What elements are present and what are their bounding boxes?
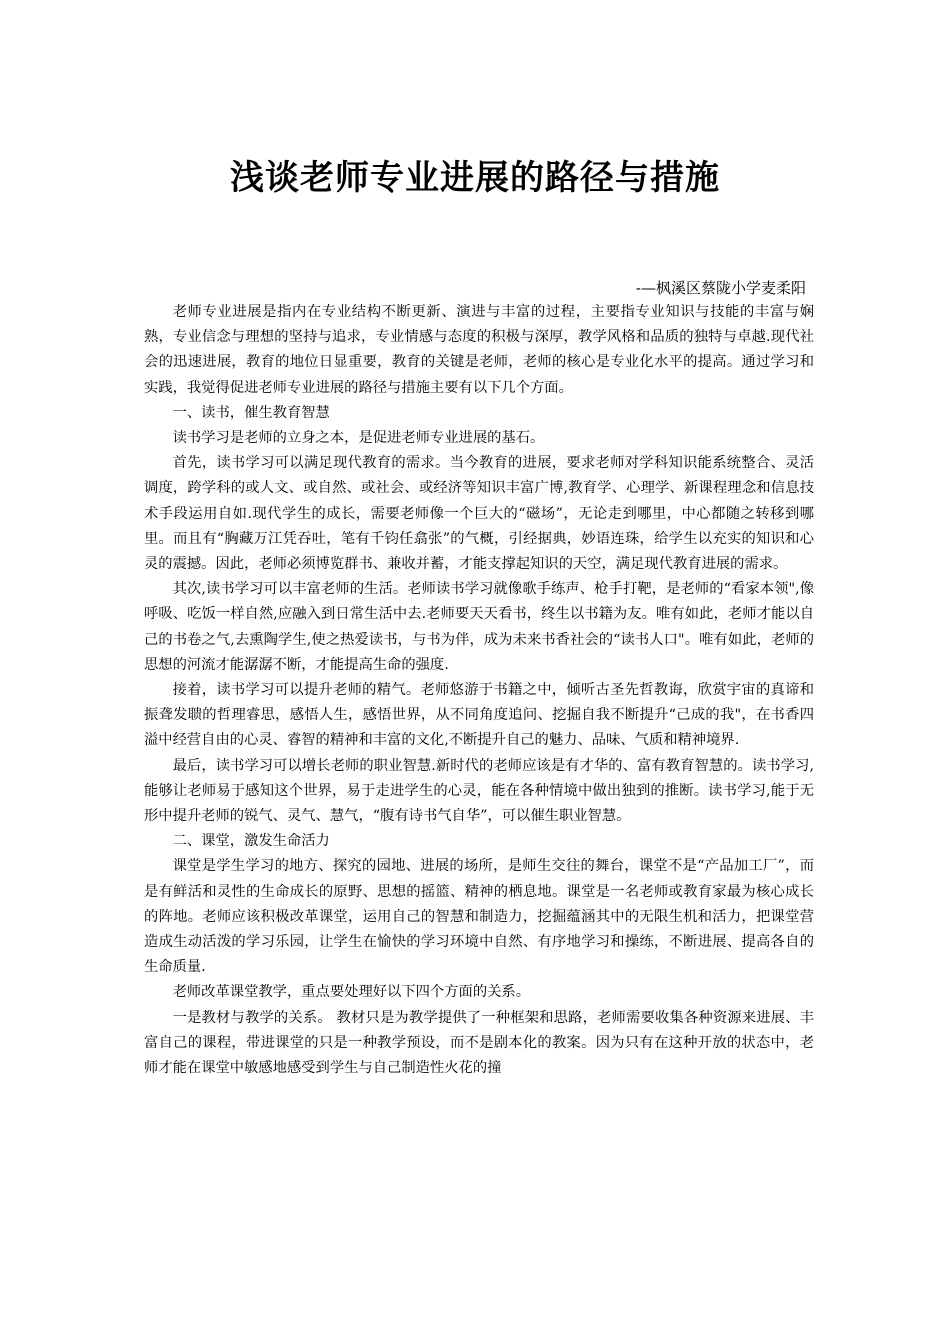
document-title: 浅谈老师专业进展的路径与措施 bbox=[230, 158, 720, 198]
paragraph: 最后，读书学习可以增长老师的职业智慧.新时代的老师应该是有才华的、富有教育智慧的。读书学习,能够让老师易于感知这个世界，易于走进学生的心灵，能在各种情境中做出独到的推断。读书学习,能于无形中提升老师的锐气、灵气、慧气，“腹有诗书气自华”，可以催生职业智慧。 bbox=[144, 757, 814, 825]
paragraph: 读书学习是老师的立身之本，是促进老师专业进展的基石。 bbox=[172, 430, 545, 447]
paragraph: 课堂是学生学习的地方、探究的园地、进展的场所，是师生交往的舞台，课堂不是“产品加工厂”，而是有鲜活和灵性的生命成长的原野、思想的摇篮、精神的栖息地。课堂是一名老师或教育家最为核心成长的阵地。老师应该积极改革课堂，运用自己的智慧和制造力，挖掘蕴涵其中的无限生机和活力，把课堂营造成生动活泼的学习乐园，让学生在愉快的学习环境中自然、有序地学习和操练，不断进展、提高各自的生命质量. bbox=[144, 858, 814, 976]
paragraph: 其次,读书学习可以丰富老师的生活。老师读书学习就像歌手练声、枪手打靶，是老师的“看家本领",像呼吸、吃饭一样自然,应融入到日常生活中去.老师要天天看书，终生以书籍为友。唯有如此，老师才能以自己的书卷之气,去熏陶学生,使之热爱读书，与书为伴，成为未来书香社会的“读书人口"。唯有如此，老师的思想的河流才能潺潺不断，才能提高生命的强度. bbox=[144, 581, 814, 673]
section-heading-reading: 一、读书，催生教育智慧 bbox=[172, 404, 330, 421]
paragraph: 一是教材与教学的关系。 教材只是为教学提供了一种框架和思路，老师需要收集各种资源来进展、丰富自己的课程，带进课堂的只是一种教学预设，而不是剧本化的教案。因为只有在这种开放的状态中，老师才能在课堂中敏感地感受到学生与自己制造性火花的撞 bbox=[144, 1009, 814, 1077]
section-heading-classroom: 二、课堂，激发生命活力 bbox=[172, 833, 330, 850]
paragraph: 首先，读书学习可以满足现代教育的需求。当今教育的进展，要求老师对学科知识能系统整合、灵活调度，跨学科的或人文、或自然、或社会、或经济等知识丰富广博,教育学、心理学、新课程理念和信息技术手段运用自如.现代学生的成长，需要老师像一个巨大的“磁场”，无论走到哪里，中心都随之转移到哪里。而且有“胸藏万江凭吞吐，笔有千钧任翕张”的气概，引经据典，妙语连珠，给学生以充实的知识和心灵的震撼。因此，老师必须博览群书、兼收并蓄，才能支撑起知识的天空，满足现代教育进展的需求。 bbox=[144, 455, 814, 573]
author-line: -—枫溪区蔡陇小学麦柔阳 bbox=[635, 279, 806, 297]
paragraph-intro: 老师专业进展是指内在专业结构不断更新、演进与丰富的过程，主要指专业知识与技能的丰富与娴熟，专业信念与理想的坚持与追求，专业情感与态度的积极与深厚，教学风格和品质的独特与卓越.现代社会的迅速进展，教育的地位日显重要，教育的关键是老师，老师的核心是专业化水平的提高。通过学习和实践，我觉得促进老师专业进展的路径与措施主要有以下几个方面。 bbox=[144, 304, 814, 396]
body-text bbox=[144, 300, 814, 1081]
paragraph: 接着，读书学习可以提升老师的精气。老师悠游于书籍之中，倾听古圣先哲教诲，欣赏宇宙的真谛和振聋发聩的哲理睿思，感悟人生，感悟世界，从不同角度追问、挖掘自我不断提升“己成的我"，在书香四溢中经营自由的心灵、睿智的精神和丰富的文化,不断提升自己的魅力、品味、气质和精神境界. bbox=[144, 682, 814, 749]
paragraph: 老师改革课堂教学，重点要处理好以下四个方面的关系。 bbox=[172, 984, 531, 1001]
